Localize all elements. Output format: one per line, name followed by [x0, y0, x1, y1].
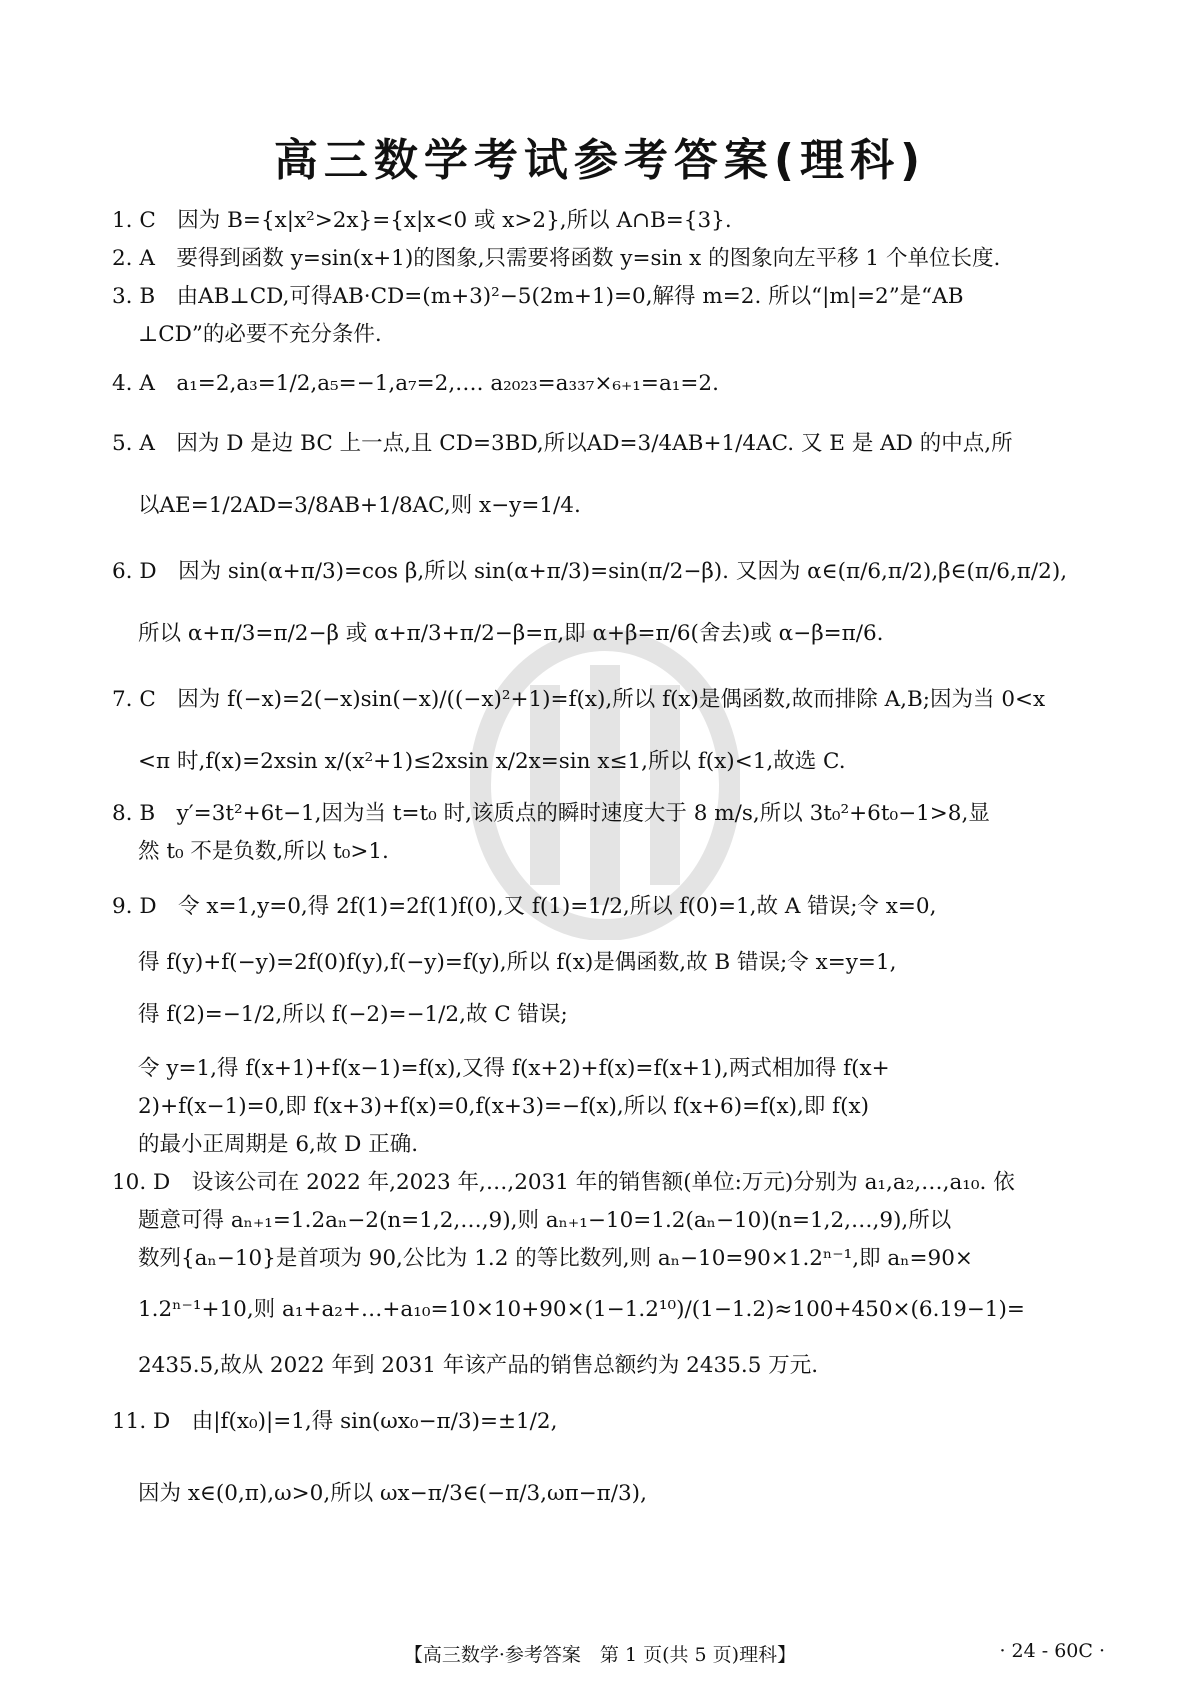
- answer-line: 9. D 令 x=1,y=0,得 2f(1)=2f(1)f(0),又 f(1)=1/2,所以 f(0)=1,故 A 错误;令 x=0,: [112, 894, 937, 919]
- answer-line: 1. C 因为 B={x|x²>2x}={x|x<0 或 x>2},所以 A∩B={3}.: [112, 208, 732, 233]
- answer-line: 1.2ⁿ⁻¹+10,则 a₁+a₂+…+a₁₀=10×10+90×(1−1.2¹⁰)/(1−1.2)≈100+450×(6.19−1)=: [138, 1297, 1025, 1322]
- answer-line: 2)+f(x−1)=0,即 f(x+3)+f(x)=0,f(x+3)=−f(x),所以 f(x+6)=f(x),即 f(x): [138, 1094, 870, 1119]
- answer-line: 4. A a₁=2,a₃=1/2,a₅=−1,a₇=2,…. a₂₀₂₃=a₃₃₇×₆₊₁=a₁=2.: [112, 371, 719, 396]
- answer-line: <π 时,f(x)=2xsin x/(x²+1)≤2xsin x/2x=sin x≤1,所以 f(x)<1,故选 C.: [138, 749, 846, 774]
- answer-line: 题意可得 aₙ₊₁=1.2aₙ−2(n=1,2,…,9),则 aₙ₊₁−10=1.2(aₙ−10)(n=1,2,…,9),所以: [138, 1208, 952, 1233]
- answer-line: ⊥CD”的必要不充分条件.: [138, 322, 382, 347]
- answer-line: 7. C 因为 f(−x)=2(−x)sin(−x)/((−x)²+1)=f(x),所以 f(x)是偶函数,故而排除 A,B;因为当 0<x: [112, 687, 1046, 712]
- answer-line: 2435.5,故从 2022 年到 2031 年该产品的销售总额约为 2435.5 万元.: [138, 1353, 819, 1378]
- answer-line: 的最小正周期是 6,故 D 正确.: [138, 1132, 419, 1157]
- answer-line: 10. D 设该公司在 2022 年,2023 年,…,2031 年的销售额(单位:万元)分别为 a₁,a₂,…,a₁₀. 依: [112, 1170, 1015, 1195]
- page-footer: 【高三数学·参考答案 第 1 页(共 5 页)理科】: [403, 1644, 797, 1666]
- answer-line: 2. A 要得到函数 y=sin(x+1)的图象,只需要将函数 y=sin x 的图象向左平移 1 个单位长度.: [112, 246, 1001, 271]
- answer-line: 数列{aₙ−10}是首项为 90,公比为 1.2 的等比数列,则 aₙ−10=90×1.2ⁿ⁻¹,即 aₙ=90×: [138, 1246, 973, 1271]
- page-code: · 24 - 60C ·: [999, 1640, 1105, 1662]
- answer-line: 然 t₀ 不是负数,所以 t₀>1.: [138, 839, 389, 864]
- answer-line: 得 f(2)=−1/2,所以 f(−2)=−1/2,故 C 错误;: [138, 1002, 568, 1027]
- answer-line: 得 f(y)+f(−y)=2f(0)f(y),f(−y)=f(y),所以 f(x)是偶函数,故 B 错误;令 x=y=1,: [138, 950, 897, 975]
- answer-line: 6. D 因为 sin(α+π/3)=cos β,所以 sin(α+π/3)=sin(π/2−β). 又因为 α∈(π/6,π/2),β∈(π/6,π/2),: [112, 559, 1068, 584]
- answer-line: 以AE=1/2AD=3/8AB+1/8AC,则 x−y=1/4.: [138, 493, 581, 518]
- page-title: 高三数学考试参考答案(理科): [273, 135, 927, 186]
- answer-line: 令 y=1,得 f(x+1)+f(x−1)=f(x),又得 f(x+2)+f(x)=f(x+1),两式相加得 f(x+: [138, 1056, 890, 1081]
- answer-line: 3. B 由AB⊥CD,可得AB·CD=(m+3)²−5(2m+1)=0,解得 m=2. 所以“|m|=2”是“AB: [112, 284, 964, 309]
- answer-line: 11. D 由|f(x₀)|=1,得 sin(ωx₀−π/3)=±1/2,: [112, 1409, 558, 1434]
- answer-line: 所以 α+π/3=π/2−β 或 α+π/3+π/2−β=π,即 α+β=π/6(舍去)或 α−β=π/6.: [138, 621, 884, 646]
- answer-line: 8. B y′=3t²+6t−1,因为当 t=t₀ 时,该质点的瞬时速度大于 8 m/s,所以 3t₀²+6t₀−1>8,显: [112, 801, 990, 826]
- answer-line: 因为 x∈(0,π),ω>0,所以 ωx−π/3∈(−π/3,ωπ−π/3),: [138, 1481, 647, 1506]
- answer-line: 5. A 因为 D 是边 BC 上一点,且 CD=3BD,所以AD=3/4AB+1/4AC. 又 E 是 AD 的中点,所: [112, 431, 1013, 456]
